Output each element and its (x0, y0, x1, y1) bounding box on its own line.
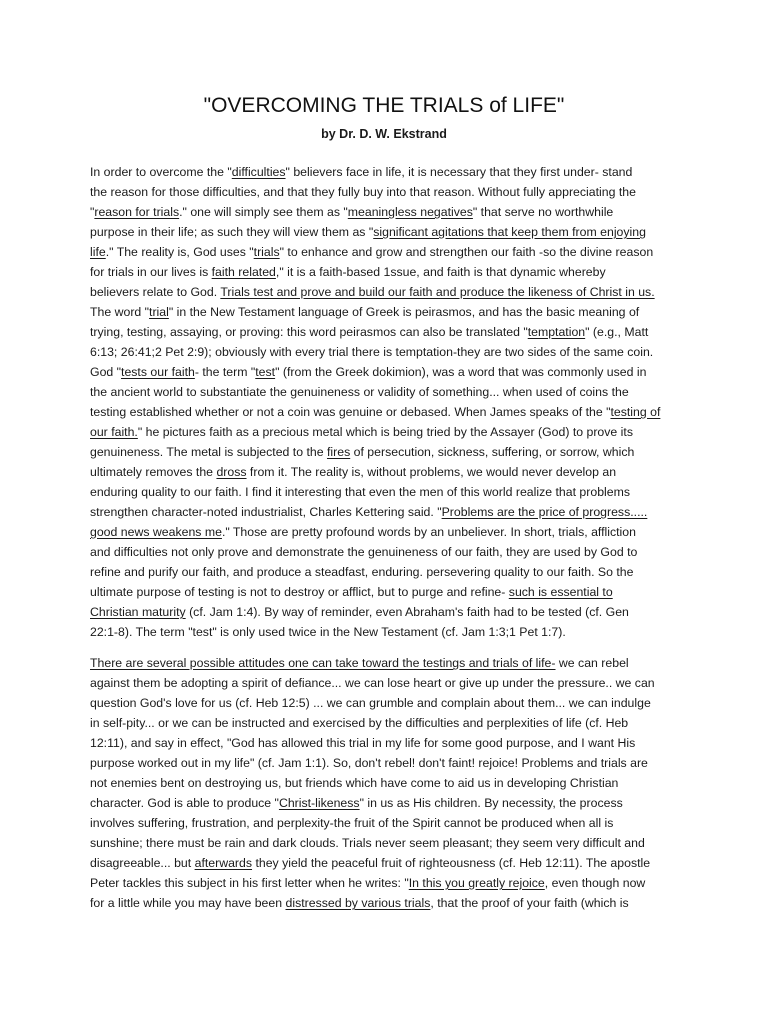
text-line (90, 673, 680, 693)
text-segment: 22:1-8). The term "test" is only used twice in the New Testament (cf. Jam 1:3;1 Pet 1:7). (90, 625, 566, 639)
underlined-phrase: Christian maturity (90, 605, 186, 619)
text-segment: character. God is able to produce " (90, 796, 279, 810)
text-segment: involves suffering, frustration, and perplexity-the fruit of the Spirit cannot be produced when all is (90, 816, 614, 830)
underlined-phrase: meaningless negatives (347, 205, 473, 219)
underlined-phrase: difficulties (231, 165, 286, 179)
underlined-phrase: life (90, 245, 106, 259)
underlined-phrase: Christ-likeness (278, 796, 360, 810)
text-segment: " (from the Greek dokimion), was a word that was commonly used in (275, 365, 647, 379)
underlined-phrase: our faith. (90, 425, 138, 439)
text-line (90, 442, 680, 462)
underlined-phrase: distressed by various trials (285, 896, 431, 910)
text-line (90, 713, 680, 733)
text-segment: strengthen character-noted industrialist, Charles Kettering said. " (90, 505, 442, 519)
text-segment: question God's love for us (cf. Heb 12:5) ... we can grumble and complain about them... we can indulge (90, 696, 651, 710)
text-segment: " (90, 205, 95, 219)
text-line (90, 262, 680, 282)
text-segment: " in the New Testament language of Greek is peirasmos, and has the basic meaning of (168, 305, 640, 319)
underlined-phrase: trial (149, 305, 169, 319)
text-line (90, 342, 680, 362)
text-segment: ." Those are pretty profound words by an unbeliever. In short, trials, affliction (221, 525, 636, 539)
text-line (90, 582, 680, 602)
text-line (90, 693, 680, 713)
underlined-phrase: reason for trials (94, 205, 180, 219)
text-segment: disagreeable... but (90, 856, 195, 870)
underlined-phrase: test (255, 365, 276, 379)
underlined-phrase: good news weakens me (90, 525, 222, 539)
paragraph-1 (90, 162, 680, 642)
paragraph-2 (90, 653, 680, 913)
text-segment: " he pictures faith as a precious metal which is being tried by the Assayer (God) to prove its (137, 425, 633, 439)
text-line (90, 182, 680, 202)
text-segment: testing established whether or not a coin was genuine or debased. When James speaks of the " (90, 405, 611, 419)
text-segment: Peter tackles this subject in his first letter when he writes: " (90, 876, 409, 890)
underlined-phrase: tests our faith (121, 365, 195, 379)
text-segment: , even though now (544, 876, 646, 890)
text-line (90, 202, 680, 222)
text-segment: for a little while you may have been (90, 896, 286, 910)
text-segment: 12:11), and say in effect, "God has allowed this trial in my life for some good purpose, and I want His (90, 736, 636, 750)
text-line (90, 422, 680, 442)
text-segment: " to enhance and grow and strengthen our faith -so the divine reason (279, 245, 654, 259)
text-line (90, 562, 680, 582)
text-segment: " (e.g., Matt (585, 325, 649, 339)
text-line (90, 542, 680, 562)
author-byline: by Dr. D. W. Ekstrand (321, 127, 447, 141)
underlined-phrase: temptation (527, 325, 586, 339)
text-segment: 6:13; 26:41;2 Pet 2:9); obviously with every trial there is temptation-they are two sides of the same coin. (90, 345, 654, 359)
underlined-phrase: significant agitations that keep them from enjoying (373, 225, 646, 239)
underlined-phrase: There are several possible attitudes one can take toward the testings and trials of life- (90, 656, 556, 670)
text-line (90, 793, 680, 813)
text-segment: genuineness. The metal is subjected to the (90, 445, 327, 459)
text-line (90, 302, 680, 322)
text-segment: " believers face in life, it is necessary that they first under- stand (285, 165, 633, 179)
text-segment: enduring quality to our faith. I find it interesting that even the men of this world realize that problems (90, 485, 630, 499)
text-segment: (cf. Jam 1:4). By way of reminder, even Abraham's faith had to be tested (cf. Gen (185, 605, 629, 619)
text-line (90, 773, 680, 793)
underlined-phrase: fires (326, 445, 351, 459)
text-line (90, 502, 680, 522)
text-segment: purpose in their life; as such they will view them as " (90, 225, 374, 239)
text-line (90, 322, 680, 342)
text-segment: ultimate purpose of testing is not to destroy or afflict, but to purge and refine- (90, 585, 509, 599)
text-segment: not enemies bent on destroying us, but friends which have come to aid us in developing Christian (90, 776, 619, 790)
text-line (90, 622, 680, 642)
underlined-phrase: Problems are the price of progress..... (441, 505, 648, 519)
text-line (90, 382, 680, 402)
text-segment: ultimately removes the (90, 465, 217, 479)
text-segment: sunshine; there must be rain and dark clouds. Trials never seem pleasant; they seem very difficult and (90, 836, 645, 850)
underlined-phrase: afterwards (194, 856, 253, 870)
text-segment: " in us as His children. By necessity, the process (359, 796, 623, 810)
text-segment: in self-pity... or we can be instructed and exercised by the difficulties and perplexities of life (cf. Heb (90, 716, 629, 730)
document-title: "OVERCOMING THE TRIALS of LIFE" (203, 94, 565, 117)
text-line (90, 462, 680, 482)
text-segment: believers relate to God. (90, 285, 221, 299)
text-segment: ," it is a faith-based 1ssue, and faith is that dynamic whereby (275, 265, 606, 279)
text-segment: trying, testing, assaying, or proving: this word peirasmos can also be translated " (90, 325, 528, 339)
underlined-phrase: Trials test and prove and build our faith and produce the likeness of Christ in us. (220, 285, 655, 299)
text-segment: from it. The reality is, without problems, we would never develop an (246, 465, 617, 479)
text-line (90, 162, 680, 182)
text-line (90, 362, 680, 382)
text-segment: the reason for those difficulties, and that they fully buy into that reason. Without fully appreciating the (90, 185, 636, 199)
text-segment: God " (90, 365, 122, 379)
text-segment: " that serve no worthwhile (472, 205, 614, 219)
text-segment: ." one will simply see them as " (179, 205, 348, 219)
text-line (90, 402, 680, 422)
underlined-phrase: testing of (610, 405, 661, 419)
text-segment: the ancient world to substantiate the genuineness or validity of something... when used of coins the (90, 385, 629, 399)
text-segment: , that the proof of your faith (which is (430, 896, 629, 910)
text-line (90, 282, 680, 302)
text-line (90, 482, 680, 502)
text-segment: The word " (90, 305, 150, 319)
text-line (90, 602, 680, 622)
text-segment: for trials in our lives is (90, 265, 212, 279)
underlined-phrase: faith related (211, 265, 276, 279)
underlined-phrase: trials (253, 245, 280, 259)
text-line (90, 522, 680, 542)
text-segment: and difficulties not only prove and demonstrate the genuineness of our faith, they are used by God to (90, 545, 638, 559)
text-line (90, 853, 680, 873)
underlined-phrase: such is essential to (508, 585, 613, 599)
text-segment: we can rebel (555, 656, 629, 670)
text-segment: ." The reality is, God uses " (105, 245, 254, 259)
text-segment: In order to overcome the " (90, 165, 232, 179)
text-segment: of persecution, sickness, suffering, or sorrow, which (350, 445, 635, 459)
text-line (90, 653, 680, 673)
text-segment: they yield the peaceful fruit of righteousness (cf. Heb 12:11). The apostle (252, 856, 651, 870)
text-line (90, 733, 680, 753)
text-segment: - the term " (194, 365, 256, 379)
text-line (90, 893, 680, 913)
underlined-phrase: dross (216, 465, 247, 479)
text-line (90, 222, 680, 242)
text-line (90, 242, 680, 262)
text-line (90, 753, 680, 773)
text-line (90, 813, 680, 833)
text-line (90, 873, 680, 893)
text-line (90, 833, 680, 853)
text-segment: purpose worked out in my life" (cf. Jam 1:1). So, don't rebel! don't faint! rejoice! Problems and trials are (90, 756, 648, 770)
underlined-phrase: In this you greatly rejoice (408, 876, 545, 890)
text-segment: refine and purify our faith, and produce a steadfast, enduring. persevering quality to our faith. So the (90, 565, 634, 579)
text-segment: against them be adopting a spirit of defiance... we can lose heart or give up under the pressure.. we can (90, 676, 655, 690)
